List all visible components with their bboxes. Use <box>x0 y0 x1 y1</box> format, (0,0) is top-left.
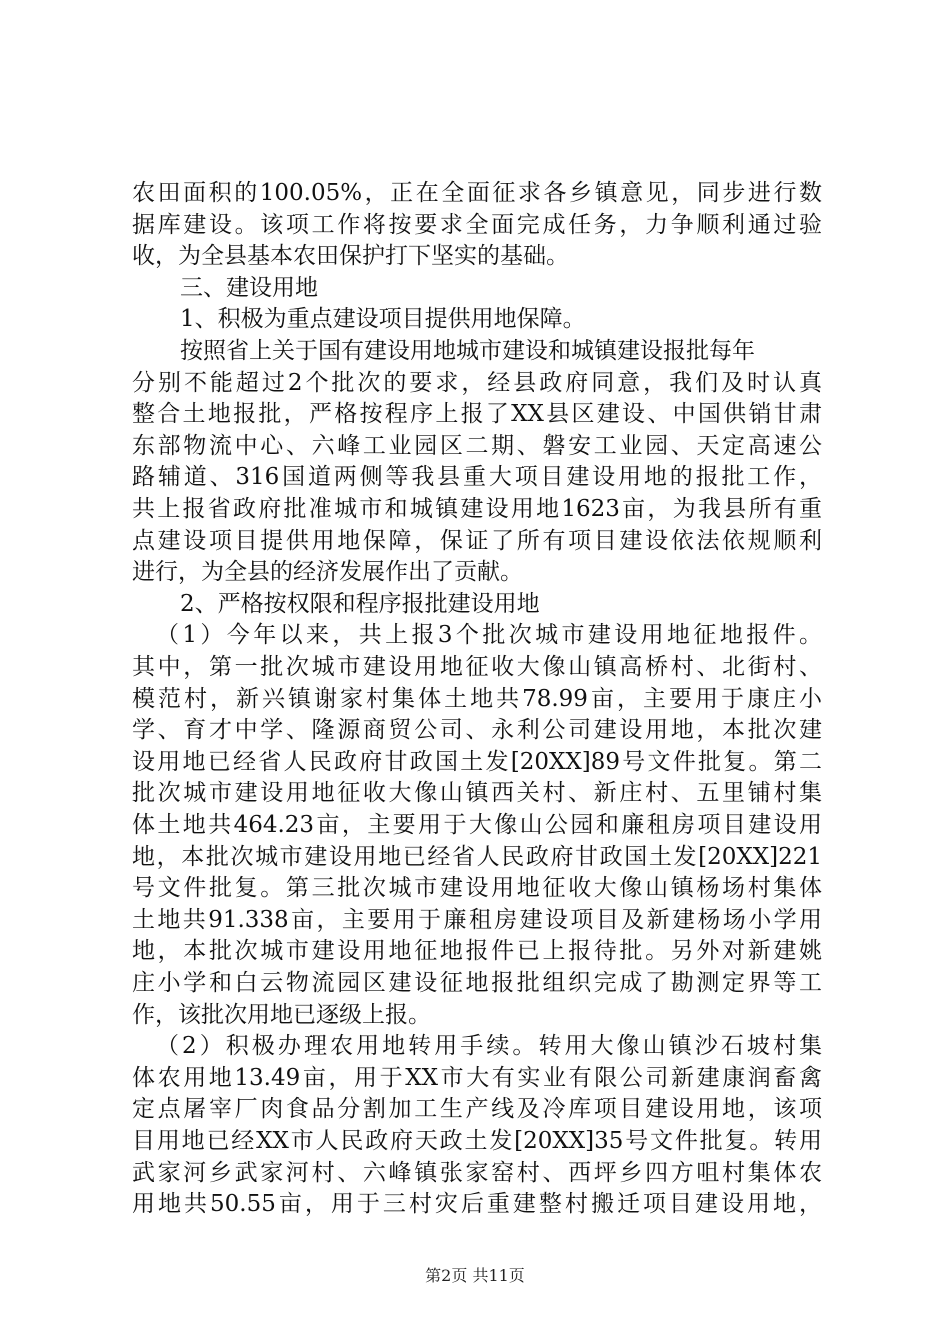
paragraph-line: 地，本批次城市建设用地已经省人民政府甘政国土发[20XX]221 <box>132 843 822 870</box>
paragraph-line: 用地共50.55亩，用于三村灾后重建整村搬迁项目建设用地， <box>132 1191 822 1218</box>
paragraph-line: 土地共91.338亩，主要用于廉租房建设项目及新建杨场小学用 <box>132 906 822 933</box>
paragraph-line: 农田面积的100.05%，正在全面征求各乡镇意见，同步进行数 <box>132 180 822 206</box>
paragraph-line: 点建设项目提供用地保障，保证了所有项目建设依法依规顺利 <box>132 527 822 554</box>
paragraph-line: 路辅道、316国道两侧等我县重大项目建设用地的报批工作， <box>132 464 822 491</box>
paragraph-line: 共上报省政府批准城市和城镇建设用地1623亩，为我县所有重 <box>132 496 822 522</box>
paragraph-line: 作，该批次用地已逐级上报。 <box>132 1001 431 1028</box>
paragraph-line: （1）今年以来，共上报3个批次城市建设用地征地报件。 <box>156 622 822 649</box>
paragraph-line: 体土地共464.23亩，主要用于大像山公园和廉租房项目建设用 <box>132 812 822 838</box>
paragraph-line: 2、严格按权限和程序报批建设用地 <box>180 590 540 617</box>
paragraph-line: 其中，第一批次城市建设用地征收大像山镇高桥村、北街村、 <box>132 654 822 680</box>
paragraph-line: 设用地已经省人民政府甘政国土发[20XX]89号文件批复。第二 <box>132 748 822 775</box>
paragraph-line: 东部物流中心、六峰工业园区二期、磐安工业园、天定高速公 <box>132 432 822 459</box>
paragraph-line: 批次城市建设用地征收大像山镇西关村、新庄村、五里铺村集 <box>132 780 822 807</box>
paragraph-line: 武家河乡武家河村、六峰镇张家窑村、西坪乡四方咀村集体农 <box>132 1159 822 1186</box>
paragraph-line: 1、积极为重点建设项目提供用地保障。 <box>180 306 586 333</box>
paragraph-line: 庄小学和白云物流园区建设征地报批组织完成了勘测定界等工 <box>132 970 822 996</box>
paragraph-line: 定点屠宰厂肉食品分割加工生产线及冷库项目建设用地，该项 <box>132 1096 822 1123</box>
page-footer: 第2页 共11页 <box>425 1266 525 1285</box>
paragraph-line: 模范村，新兴镇谢家村集体土地共78.99亩，主要用于康庄小 <box>132 685 822 712</box>
paragraph-line: 目用地已经XX市人民政府天政土发[20XX]35号文件批复。转用 <box>132 1128 822 1154</box>
paragraph-line: 学、育才中学、隆源商贸公司、永利公司建设用地，本批次建 <box>132 717 822 744</box>
paragraph-line: （2）积极办理农用地转用手续。转用大像山镇沙石坡村集 <box>156 1033 822 1060</box>
paragraph-line: 整合土地报批，严格按程序上报了XX县区建设、中国供销甘肃 <box>132 401 822 428</box>
paragraph-line: 三、建设用地 <box>180 274 318 301</box>
paragraph-line: 进行，为全县的经济发展作出了贡献。 <box>132 559 523 586</box>
paragraph-line: 收，为全县基本农田保护打下坚实的基础。 <box>132 243 569 270</box>
paragraph-line: 体农用地13.49亩，用于XX市大有实业有限公司新建康润畜禽 <box>132 1064 822 1091</box>
paragraph-line: 号文件批复。第三批次城市建设用地征收大像山镇杨场村集体 <box>132 875 822 902</box>
paragraph-line: 分别不能超过2个批次的要求，经县政府同意，我们及时认真 <box>132 369 822 396</box>
paragraph-line: 地，本批次城市建设用地征地报件已上报待批。另外对新建姚 <box>132 938 822 965</box>
paragraph-line: 据库建设。该项工作将按要求全面完成任务，力争顺利通过验 <box>132 211 822 238</box>
paragraph-line: 按照省上关于国有建设用地城市建设和城镇建设报批每年 <box>180 338 755 364</box>
